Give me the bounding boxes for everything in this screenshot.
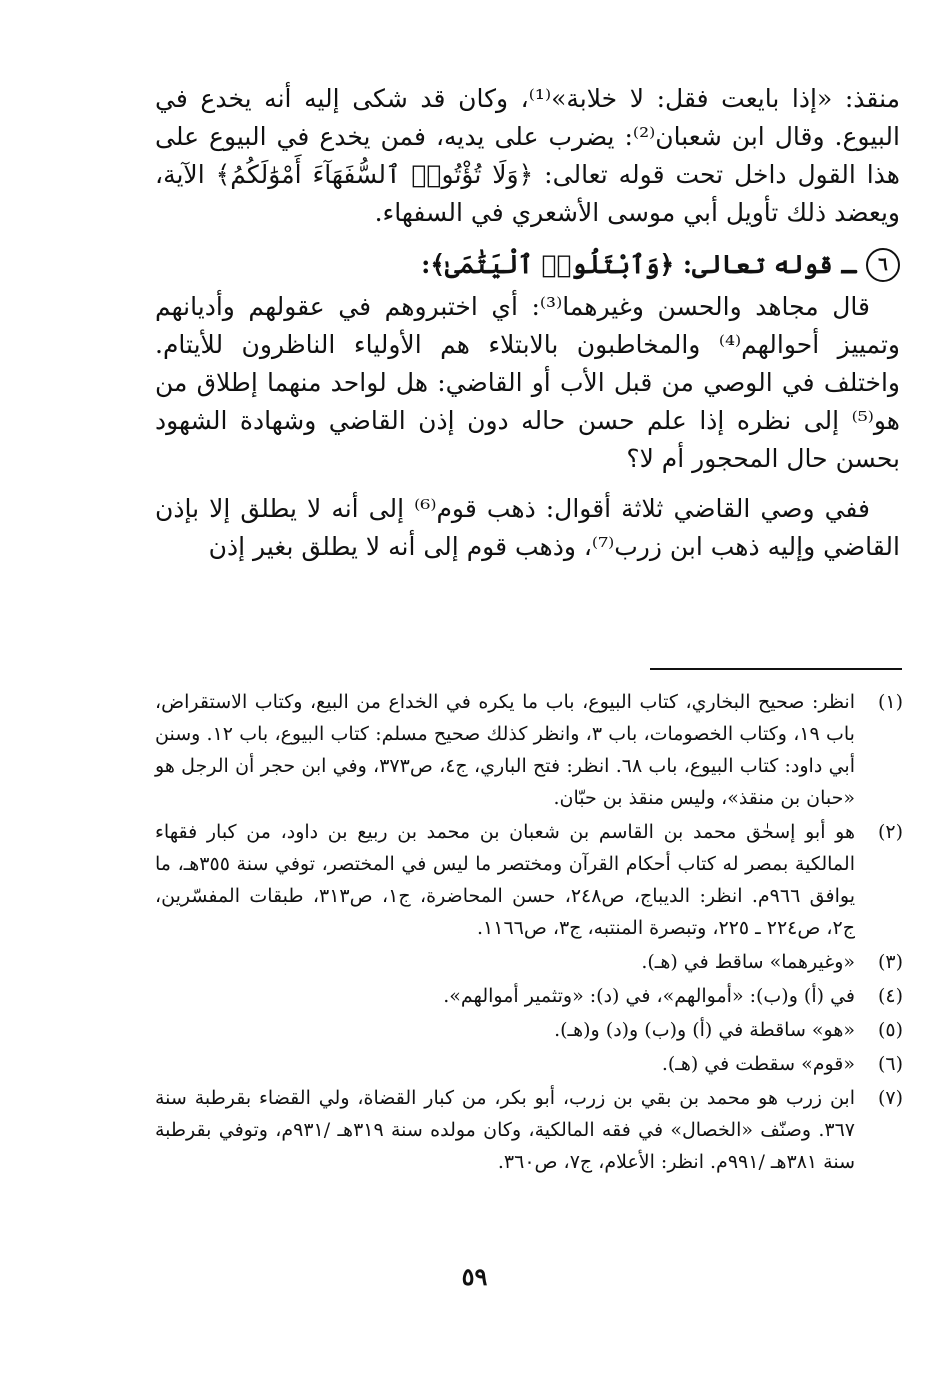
section-heading-label: ـ قوله تعالى: ﴿وَٱبْتَلُوا۟ ٱلْيَتَٰمَىٰ﴾: bbox=[421, 250, 856, 279]
footnote bbox=[155, 980, 903, 1012]
footnote-text: انظر: صحيح البخاري، كتاب البيوع، باب ما يكره في الخداع من البيع، وكتاب الاستقراض، باب ١٩، وكتاب الخصومات، باب ٣، وانظر كذلك صحيح مسلم: كتاب البيوع، باب ١٢. وسنن أبي داود: كتاب البيوع، باب ٦٨. انظر: فتح الباري، ج٤، ص٣٧٣، وفي ابن حجر أن الرجل هو «حبان بن منقذ»، وليس منقذ بن حبّان. bbox=[155, 691, 855, 809]
footnote-text: هو أبو إسحٰق محمد بن القاسم بن شعبان بن محمد بن ربيع بن داود، من كبار فقهاء المالكية بمصر له كتاب أحكام القرآن ومختصر ما ليس في المختصر، توفي سنة ٣٥٥هـ، ما يوافق ٩٦٦م. انظر: الديباج، ص٢٤٨، حسن المحاضرة، ج١، ص٣١٣، طبقات المفسّرين، ج٢، ص٢٢٤ ـ ٢٢٥، وتبصرة المنتبه، ج٣، ص١١٦٦. bbox=[155, 821, 855, 939]
footnote bbox=[155, 1082, 903, 1178]
footnote-text: «وغيرهما» ساقط في (هـ). bbox=[641, 951, 855, 973]
footnote bbox=[155, 686, 903, 814]
footnote bbox=[155, 1014, 903, 1046]
footnote-number: (٥) bbox=[877, 1019, 903, 1041]
section-heading bbox=[155, 246, 900, 284]
footnote bbox=[155, 1048, 903, 1080]
footnote-number: (٣) bbox=[877, 951, 903, 973]
footnote-text: «هو» ساقطة في (أ) و(ب) و(د) و(هـ). bbox=[554, 1019, 855, 1041]
footnote-separator bbox=[650, 668, 902, 670]
footnote-number: (٦) bbox=[877, 1053, 903, 1075]
footnote-text: «قوم» سقطت في (هـ). bbox=[661, 1053, 855, 1075]
paragraph-2: قال مجاهد والحسن وغيرهما⁽³⁾: أي اختبروهم في عقولهم وأديانهم وتمييز أحوالهم⁽⁴⁾ والمخاطبون بالابتلاء هم الأولياء الناظرون للأيتام. واختلف في الوصي من قبل الأب أو القاضي: هل لواحد منهما إطلاق من هو⁽⁵⁾ إلى نظره إذا علم حسن حاله دون إذن القاضي وشهادة الشهود بحسن حال المحجور أم لا؟ bbox=[155, 292, 900, 473]
footnote-text: في (أ) و(ب): «أموالهم»، في (د): «وتثمير أموالهم». bbox=[443, 985, 855, 1007]
page-number: ٥٩ bbox=[461, 1262, 488, 1291]
paragraph-3: ففي وصي القاضي ثلاثة أقوال: ذهب قوم⁽⁶⁾ إلى أنه لا يطلق إلا بإذن القاضي وإليه ذهب ابن زرب⁽⁷⁾، وذهب قوم إلى أنه لا يطلق بغير إذن bbox=[155, 494, 900, 561]
main-text bbox=[155, 80, 900, 566]
footnote-number: (١) bbox=[877, 691, 903, 713]
section-number-badge: ٦ bbox=[866, 248, 900, 282]
footnote-number: (٧) bbox=[877, 1087, 903, 1109]
footnote-number: (٤) bbox=[877, 985, 903, 1007]
paragraph-1: منقذ: «إذا بايعت فقل: لا خلابة»⁽¹⁾، وكان قد شكى إليه أنه يخدع في البيوع. وقال ابن شعبان⁽²⁾: يضرب على يديه، فمن يخدع في البيوع على هذا القول داخل تحت قوله تعالى: ﴿وَلَا تُؤْتُوا۟ ٱلسُّفَهَآءَ أَمْوَٰلَكُمُ﴾ الآية، ويعضد ذلك تأويل أبي موسى الأشعري في السفهاء. bbox=[155, 84, 900, 227]
footnote bbox=[155, 816, 903, 944]
footnote-number: (٢) bbox=[877, 821, 903, 843]
footnote bbox=[155, 946, 903, 978]
footnote-text: ابن زرب هو محمد بن بقي بن زرب، أبو بكر، من كبار القضاة، ولي القضاء بقرطبة سنة ٣٦٧. وصنّف «الخصال» في فقه المالكية، وكان مولده سنة ٣١٩هـ /٩٣١م، وتوفي بقرطبة سنة ٣٨١هـ /٩٩١م. انظر: الأعلام، ج٧، ص٣٦٠. bbox=[155, 1087, 855, 1173]
footnotes bbox=[155, 686, 903, 1180]
